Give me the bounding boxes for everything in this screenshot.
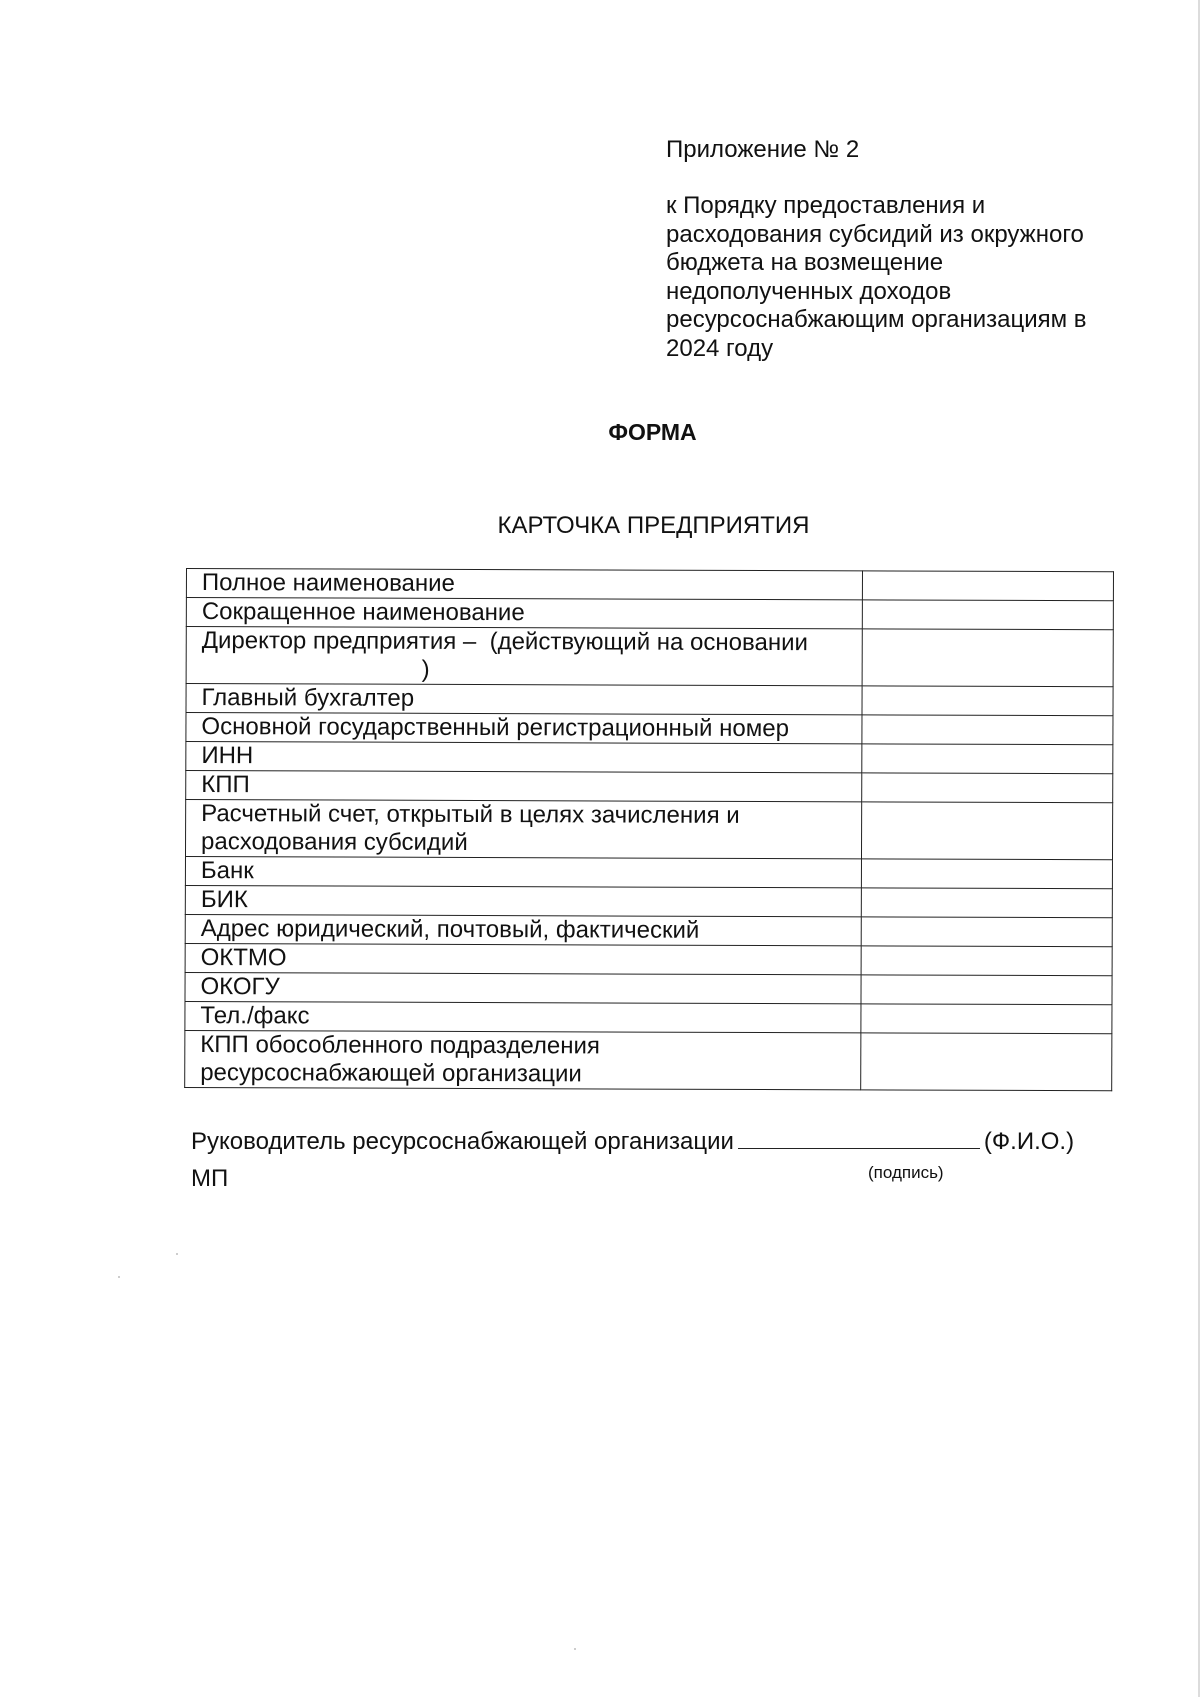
row-label bbox=[185, 914, 861, 945]
company-card-rows bbox=[185, 569, 1114, 1091]
row-label-line: расходования субсидий bbox=[200, 828, 468, 856]
row-label-line: Адрес юридический, почтовый, фактический bbox=[200, 915, 700, 944]
row-label bbox=[186, 713, 862, 744]
row-value[interactable] bbox=[861, 1004, 1112, 1034]
signature-blank[interactable] bbox=[738, 1128, 980, 1149]
table-row bbox=[186, 569, 1113, 601]
row-label bbox=[185, 857, 861, 888]
signature-caption: (подпись) bbox=[868, 1163, 944, 1182]
table-row bbox=[185, 800, 1112, 860]
scan-speck bbox=[118, 1276, 120, 1278]
row-label bbox=[185, 1001, 861, 1032]
table-row bbox=[185, 943, 1112, 975]
row-label-line: ОКОГУ bbox=[200, 973, 280, 1001]
row-label-line: БИК bbox=[200, 886, 248, 914]
row-label-line: Расчетный счет, открытый в целях зачисления и bbox=[201, 800, 740, 829]
appendix-reference bbox=[666, 192, 1126, 363]
stamp-label: МП bbox=[191, 1165, 229, 1192]
table-row bbox=[186, 598, 1113, 630]
row-value[interactable] bbox=[862, 571, 1113, 601]
row-label bbox=[185, 885, 861, 916]
table-row bbox=[186, 627, 1113, 687]
form-label: ФОРМА bbox=[608, 419, 697, 445]
row-value[interactable] bbox=[862, 600, 1113, 630]
row-label-line: КПП обособленного подразделения bbox=[200, 1031, 600, 1060]
row-value[interactable] bbox=[862, 686, 1113, 716]
appendix-line: недополученных доходов bbox=[666, 277, 952, 305]
card-title: КАРТОЧКА ПРЕДПРИЯТИЯ bbox=[497, 512, 810, 539]
table-row bbox=[185, 1001, 1112, 1033]
name-hint: (Ф.И.О.) bbox=[983, 1128, 1075, 1155]
row-label bbox=[186, 598, 862, 629]
appendix-number: Приложение № 2 bbox=[666, 136, 860, 163]
row-value[interactable] bbox=[861, 975, 1112, 1005]
table-row bbox=[186, 771, 1113, 803]
row-value[interactable] bbox=[862, 715, 1113, 745]
row-label bbox=[186, 627, 862, 686]
row-value[interactable] bbox=[862, 773, 1113, 803]
row-label bbox=[185, 1030, 861, 1089]
appendix-line: бюджета на возмещение bbox=[666, 249, 944, 276]
table-row bbox=[186, 684, 1113, 716]
table-row bbox=[186, 742, 1113, 774]
scan-speck bbox=[176, 1253, 178, 1255]
head-signature-line bbox=[191, 1128, 1074, 1156]
row-label bbox=[186, 569, 862, 600]
row-label bbox=[186, 684, 862, 715]
row-value[interactable] bbox=[861, 888, 1112, 918]
row-value[interactable] bbox=[861, 1033, 1112, 1091]
row-value[interactable] bbox=[862, 744, 1113, 774]
appendix-line: к Порядку предоставления и bbox=[666, 192, 986, 219]
row-value[interactable] bbox=[861, 859, 1112, 889]
row-value[interactable] bbox=[861, 946, 1112, 976]
company-card-table bbox=[184, 568, 1114, 1091]
row-label bbox=[185, 972, 861, 1003]
row-label-line: Полное наименование bbox=[201, 569, 455, 597]
row-value[interactable] bbox=[861, 802, 1112, 860]
row-label-line: Главный бухгалтер bbox=[201, 684, 415, 712]
row-label bbox=[185, 943, 861, 974]
appendix-line: 2024 году bbox=[666, 334, 774, 362]
scan-speck bbox=[574, 1648, 576, 1650]
row-label-line: ОКТМО bbox=[200, 944, 287, 972]
row-label bbox=[186, 742, 862, 773]
row-label-line: ) bbox=[201, 655, 430, 683]
row-label-line: ресурсоснабжающей организации bbox=[200, 1059, 582, 1088]
row-label-line: ИНН bbox=[201, 742, 254, 770]
row-label-line: КПП bbox=[201, 771, 250, 799]
row-value[interactable] bbox=[861, 917, 1112, 947]
row-label-line: Банк bbox=[200, 857, 254, 885]
appendix-line: ресурсоснабжающим организациям в bbox=[666, 306, 1087, 333]
row-label bbox=[185, 800, 861, 859]
table-row bbox=[185, 972, 1112, 1004]
row-label-line: Тел./факс bbox=[200, 1002, 310, 1030]
table-row bbox=[185, 857, 1112, 889]
row-label bbox=[186, 771, 862, 802]
row-label-line: Основной государственный регистрационный номер bbox=[201, 713, 789, 743]
appendix-line: расходования субсидий из окружного bbox=[666, 220, 1084, 248]
table-row bbox=[185, 914, 1112, 946]
row-value[interactable] bbox=[862, 629, 1113, 687]
row-label-line: Директор предприятия – (действующий на основании bbox=[201, 627, 808, 657]
table-row bbox=[186, 713, 1113, 745]
table-row bbox=[185, 885, 1112, 917]
table-row bbox=[185, 1030, 1112, 1090]
row-label-line: Сокращенное наименование bbox=[201, 598, 525, 627]
head-label: Руководитель ресурсоснабжающей организации bbox=[191, 1128, 734, 1155]
